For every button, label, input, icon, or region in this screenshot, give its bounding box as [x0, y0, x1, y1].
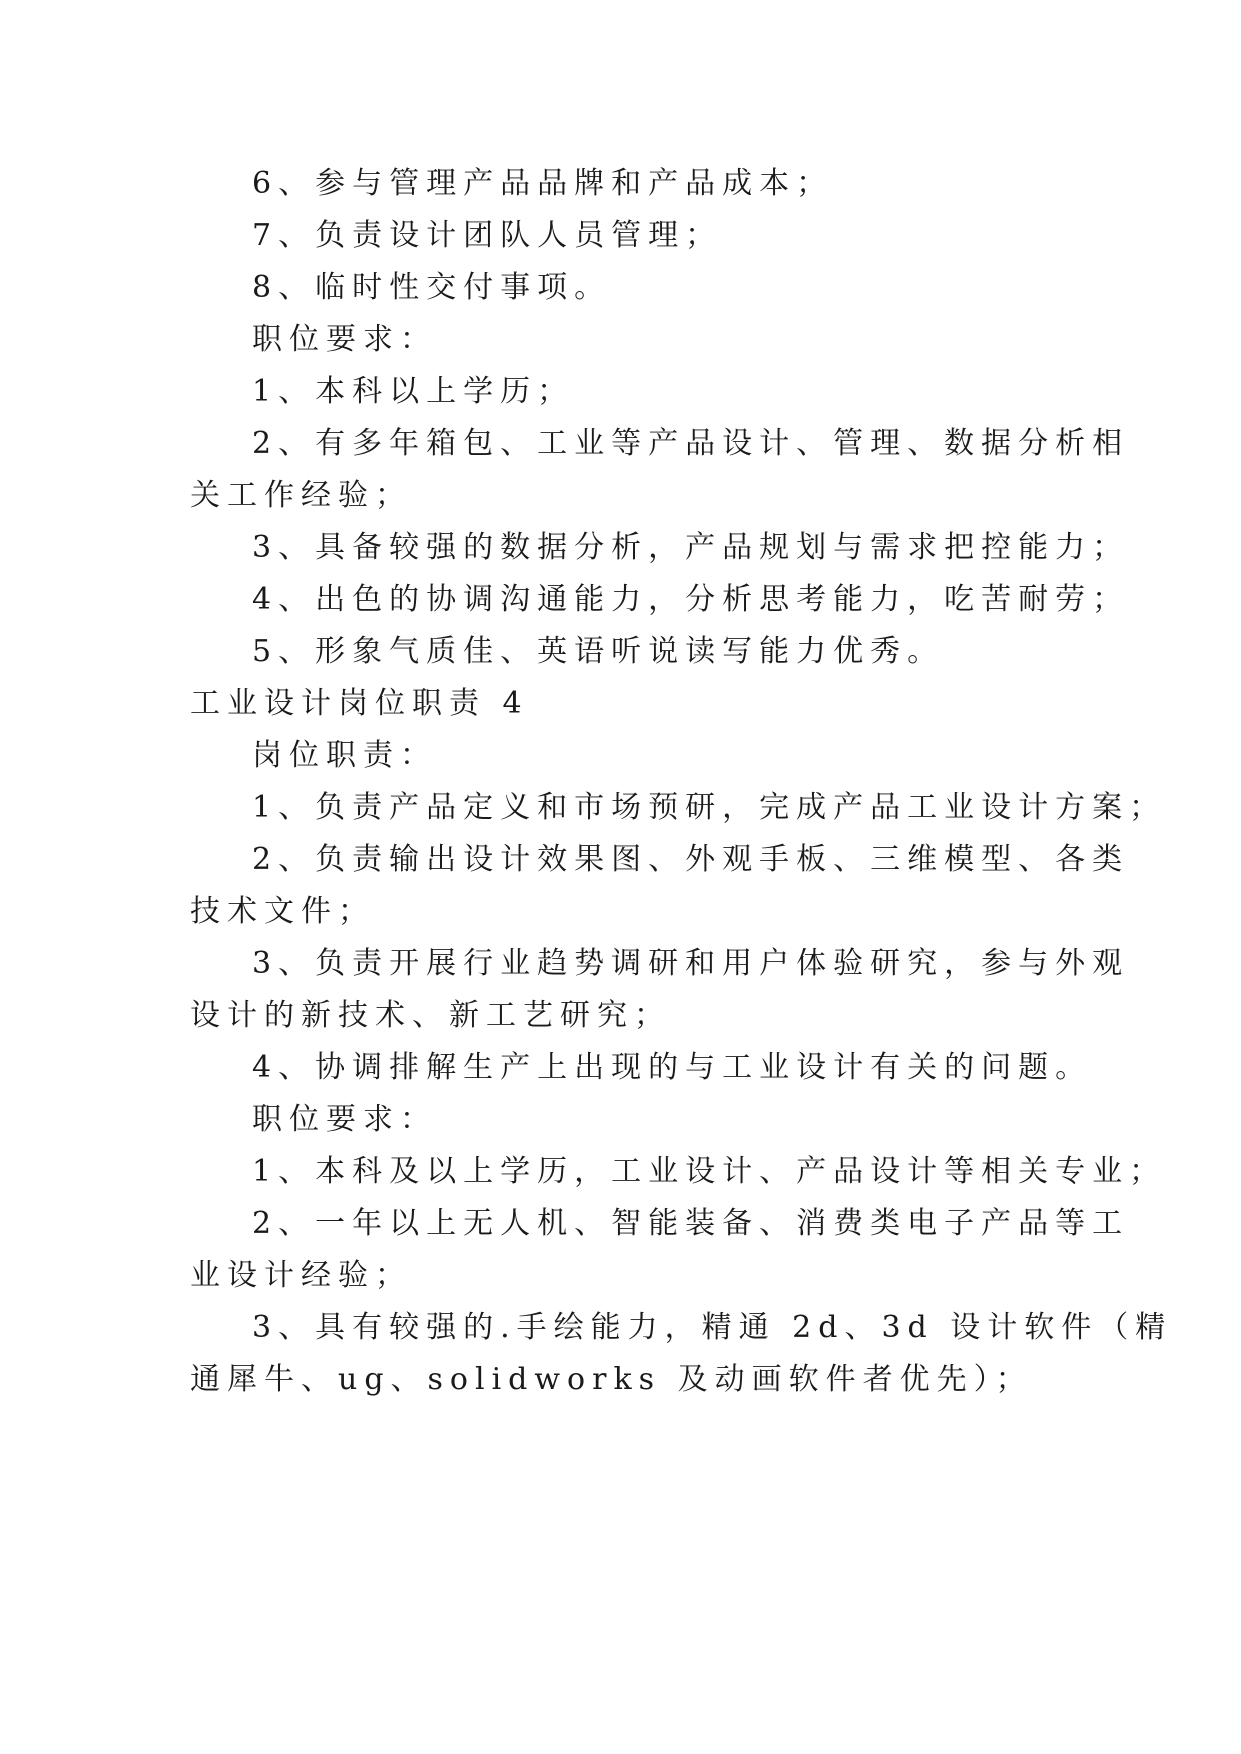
paragraph-line: 业设计经验；	[190, 1258, 412, 1293]
paragraph-line: 4、协调排解生产上出现的与工业设计有关的问题。	[252, 1050, 1093, 1085]
paragraph-line: 1、本科及以上学历，工业设计、产品设计等相关专业；	[252, 1154, 1167, 1189]
paragraph-line: 5、形象气质佳、英语听说读写能力优秀。	[252, 634, 945, 669]
paragraph-line: 通犀牛、ug、solidworks 及动画软件者优先）；	[190, 1362, 1033, 1397]
paragraph-line: 2、一年以上无人机、智能装备、消费类电子产品等工	[252, 1206, 1130, 1241]
paragraph-line: 设计的新技术、新工艺研究；	[190, 998, 671, 1033]
paragraph-line: 8、临时性交付事项。	[252, 270, 612, 305]
paragraph-line: 3、具备较强的数据分析，产品规划与需求把控能力；	[252, 530, 1130, 565]
section-heading: 工业设计岗位职责 4	[190, 686, 529, 721]
section-label: 职位要求：	[252, 322, 437, 357]
section-label: 职位要求：	[252, 1102, 437, 1137]
paragraph-line: 4、出色的协调沟通能力，分析思考能力，吃苦耐劳；	[252, 582, 1130, 617]
paragraph-line: 2、有多年箱包、工业等产品设计、管理、数据分析相	[252, 426, 1130, 461]
paragraph-line: 3、具有较强的.手绘能力，精通 2d、3d 设计软件（精	[252, 1310, 1173, 1345]
paragraph-line: 6、参与管理产品品牌和产品成本；	[252, 166, 834, 201]
paragraph-line: 关工作经验；	[190, 478, 412, 513]
paragraph-line: 1、负责产品定义和市场预研，完成产品工业设计方案；	[252, 790, 1167, 825]
paragraph-line: 技术文件；	[190, 894, 375, 929]
section-label: 岗位职责：	[252, 738, 437, 773]
paragraph-line: 3、负责开展行业趋势调研和用户体验研究，参与外观	[252, 946, 1130, 981]
paragraph-line: 7、负责设计团队人员管理；	[252, 218, 723, 253]
paragraph-line: 1、本科以上学历；	[252, 374, 575, 409]
paragraph-line: 2、负责输出设计效果图、外观手板、三维模型、各类	[252, 842, 1130, 877]
